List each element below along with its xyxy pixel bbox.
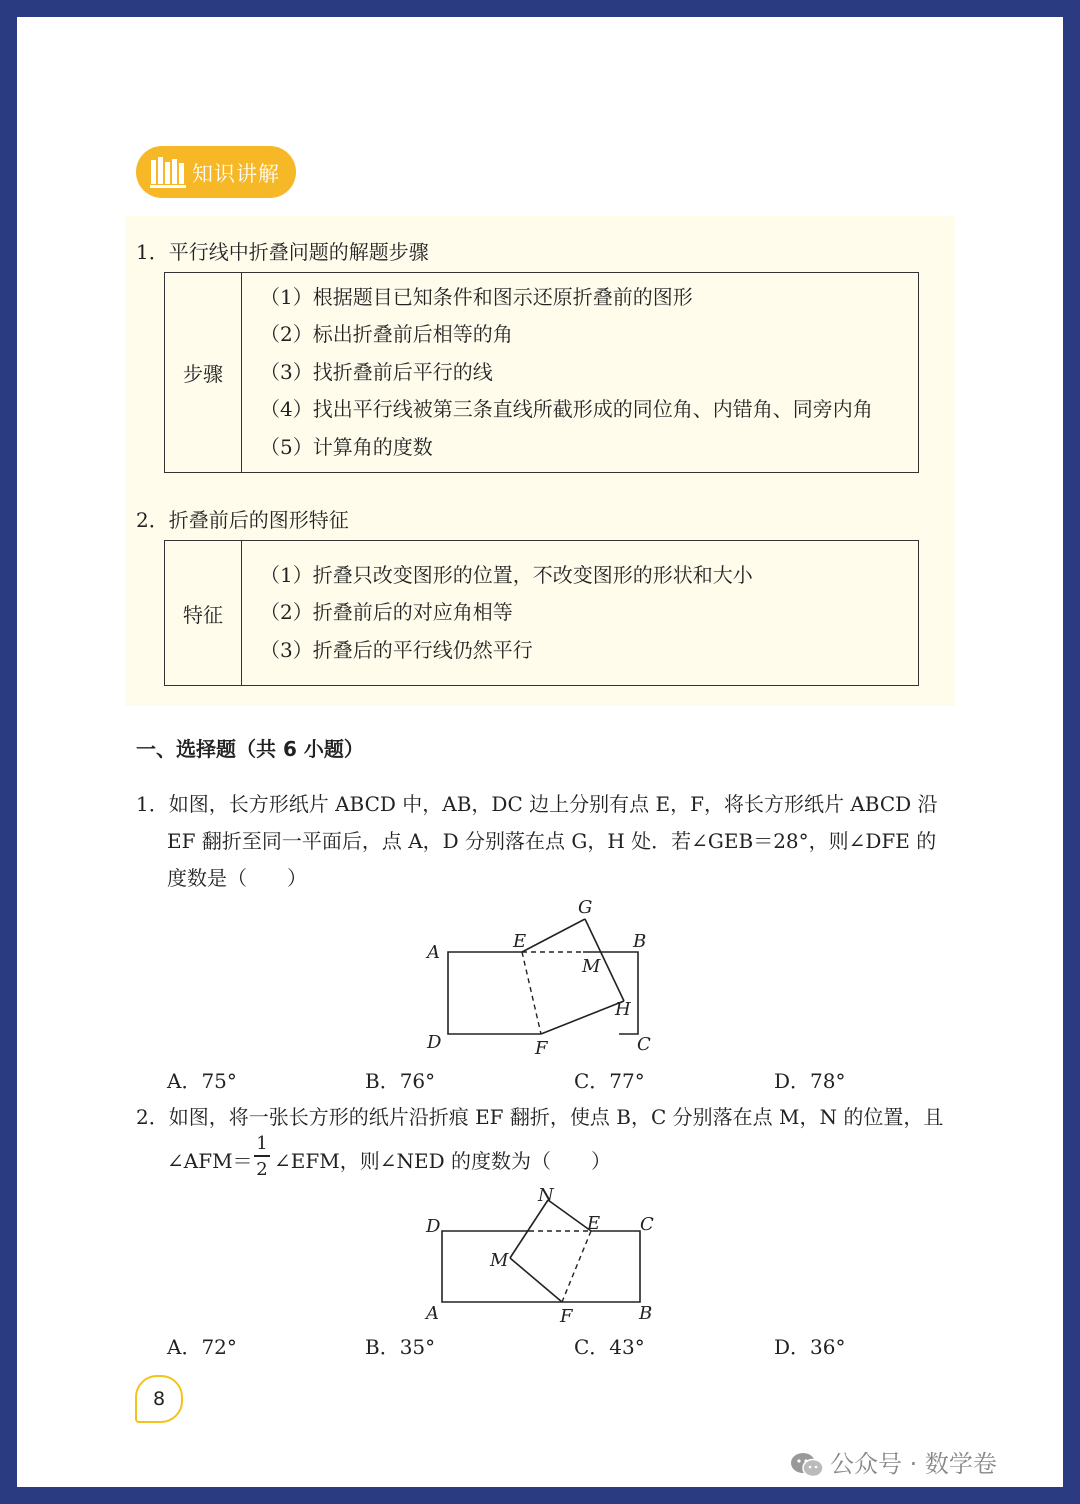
- features-label: 特征: [165, 541, 242, 686]
- crease-line: [562, 1231, 591, 1302]
- question-1-line: EF 翻折至同一平面后，点 A，D 分别落在点 G，H 处．若∠GEB＝28°，则∠DFE 的: [167, 829, 937, 853]
- rectangle-edge: [448, 952, 541, 1034]
- fold-edge: [510, 1200, 548, 1258]
- point-label: E: [587, 1213, 601, 1234]
- watermark-text: 公众号 · 数学卷: [830, 1450, 997, 1478]
- option-c[interactable]: C．43°: [574, 1335, 645, 1359]
- point-label: M: [490, 1250, 509, 1271]
- fold-edge: [541, 1001, 624, 1034]
- exercise-section-title: 一、选择题（共 6 小题）: [136, 737, 364, 761]
- fold-edge: [522, 919, 585, 952]
- question-1-line: 度数是（ ）: [167, 866, 307, 890]
- point-label: C: [640, 1214, 654, 1235]
- point-label: B: [633, 931, 647, 952]
- point-label: D: [427, 1032, 442, 1053]
- features-table: [164, 540, 919, 686]
- step-item: （2）标出折叠前后相等的角: [260, 322, 513, 347]
- knowledge-pill: [136, 146, 296, 198]
- option-b[interactable]: B．35°: [365, 1335, 436, 1359]
- feature-item: （3）折叠后的平行线仍然平行: [260, 637, 533, 662]
- knowledge-pill-label: 知识讲解: [192, 162, 280, 186]
- option-a[interactable]: A．75°: [167, 1069, 237, 1093]
- point-label: D: [426, 1216, 441, 1237]
- point-label: F: [560, 1306, 573, 1327]
- option-a[interactable]: A．72°: [167, 1335, 237, 1359]
- fraction-bar: [254, 1155, 270, 1157]
- step-item: （5）计算角的度数: [260, 434, 433, 459]
- point-label: C: [637, 1034, 651, 1055]
- feature-item: （1）折叠只改变图形的位置，不改变图形的形状和大小: [260, 562, 753, 587]
- question-1-figure: [420, 892, 670, 1062]
- question-1-line: 1．如图，长方形纸片 ABCD 中，AB，DC 边上分别有点 E，F，将长方形纸片 ABCD 沿: [136, 792, 938, 816]
- fraction-numerator: 1: [256, 1133, 268, 1154]
- knowledge-heading-2: 2．折叠前后的图形特征: [136, 508, 349, 532]
- fold-edge: [548, 1200, 591, 1231]
- question-2-line: 2．如图，将一张长方形的纸片沿折痕 EF 翻折，使点 B，C 分别落在点 M，N 的位置，且: [136, 1105, 944, 1129]
- steps-items: [242, 273, 919, 473]
- wechat-icon: [790, 1452, 824, 1478]
- book-shelf-icon: [150, 156, 188, 188]
- question-2-line: ∠AFM＝: [167, 1149, 253, 1173]
- fraction-denominator: 2: [256, 1159, 268, 1180]
- option-b[interactable]: B．76°: [365, 1069, 436, 1093]
- knowledge-heading-1: 1．平行线中折叠问题的解题步骤: [136, 240, 429, 264]
- crease-line: [522, 952, 541, 1034]
- option-d[interactable]: D．78°: [774, 1069, 846, 1093]
- feature-item: （2）折叠前后的对应角相等: [260, 600, 513, 625]
- point-label: B: [639, 1303, 653, 1324]
- point-label: E: [513, 931, 527, 952]
- option-d[interactable]: D．36°: [774, 1335, 846, 1359]
- features-items: [242, 541, 919, 686]
- point-label: A: [426, 1303, 439, 1324]
- step-item: （1）根据题目已知条件和图示还原折叠前的图形: [260, 284, 693, 309]
- question-2-figure: [420, 1180, 670, 1330]
- steps-table: [164, 272, 919, 473]
- fraction: [254, 1133, 270, 1181]
- page-number: 8: [135, 1375, 183, 1423]
- point-label: M: [582, 956, 601, 977]
- steps-label: 步骤: [165, 273, 242, 473]
- step-item: （4）找出平行线被第三条直线所截形成的同位角、内错角、同旁内角: [260, 397, 873, 422]
- point-label: H: [615, 999, 631, 1020]
- point-label: N: [538, 1185, 554, 1206]
- point-label: A: [427, 942, 440, 963]
- point-label: G: [578, 897, 593, 918]
- question-2-line: ∠EFM，则∠NED 的度数为（ ）: [274, 1149, 611, 1173]
- rectangle-edge: [562, 1231, 640, 1302]
- step-item: （3）找折叠前后平行的线: [260, 359, 493, 384]
- watermark: [790, 1444, 997, 1479]
- option-c[interactable]: C．77°: [574, 1069, 645, 1093]
- fold-edge: [510, 1258, 562, 1302]
- point-label: F: [535, 1038, 548, 1059]
